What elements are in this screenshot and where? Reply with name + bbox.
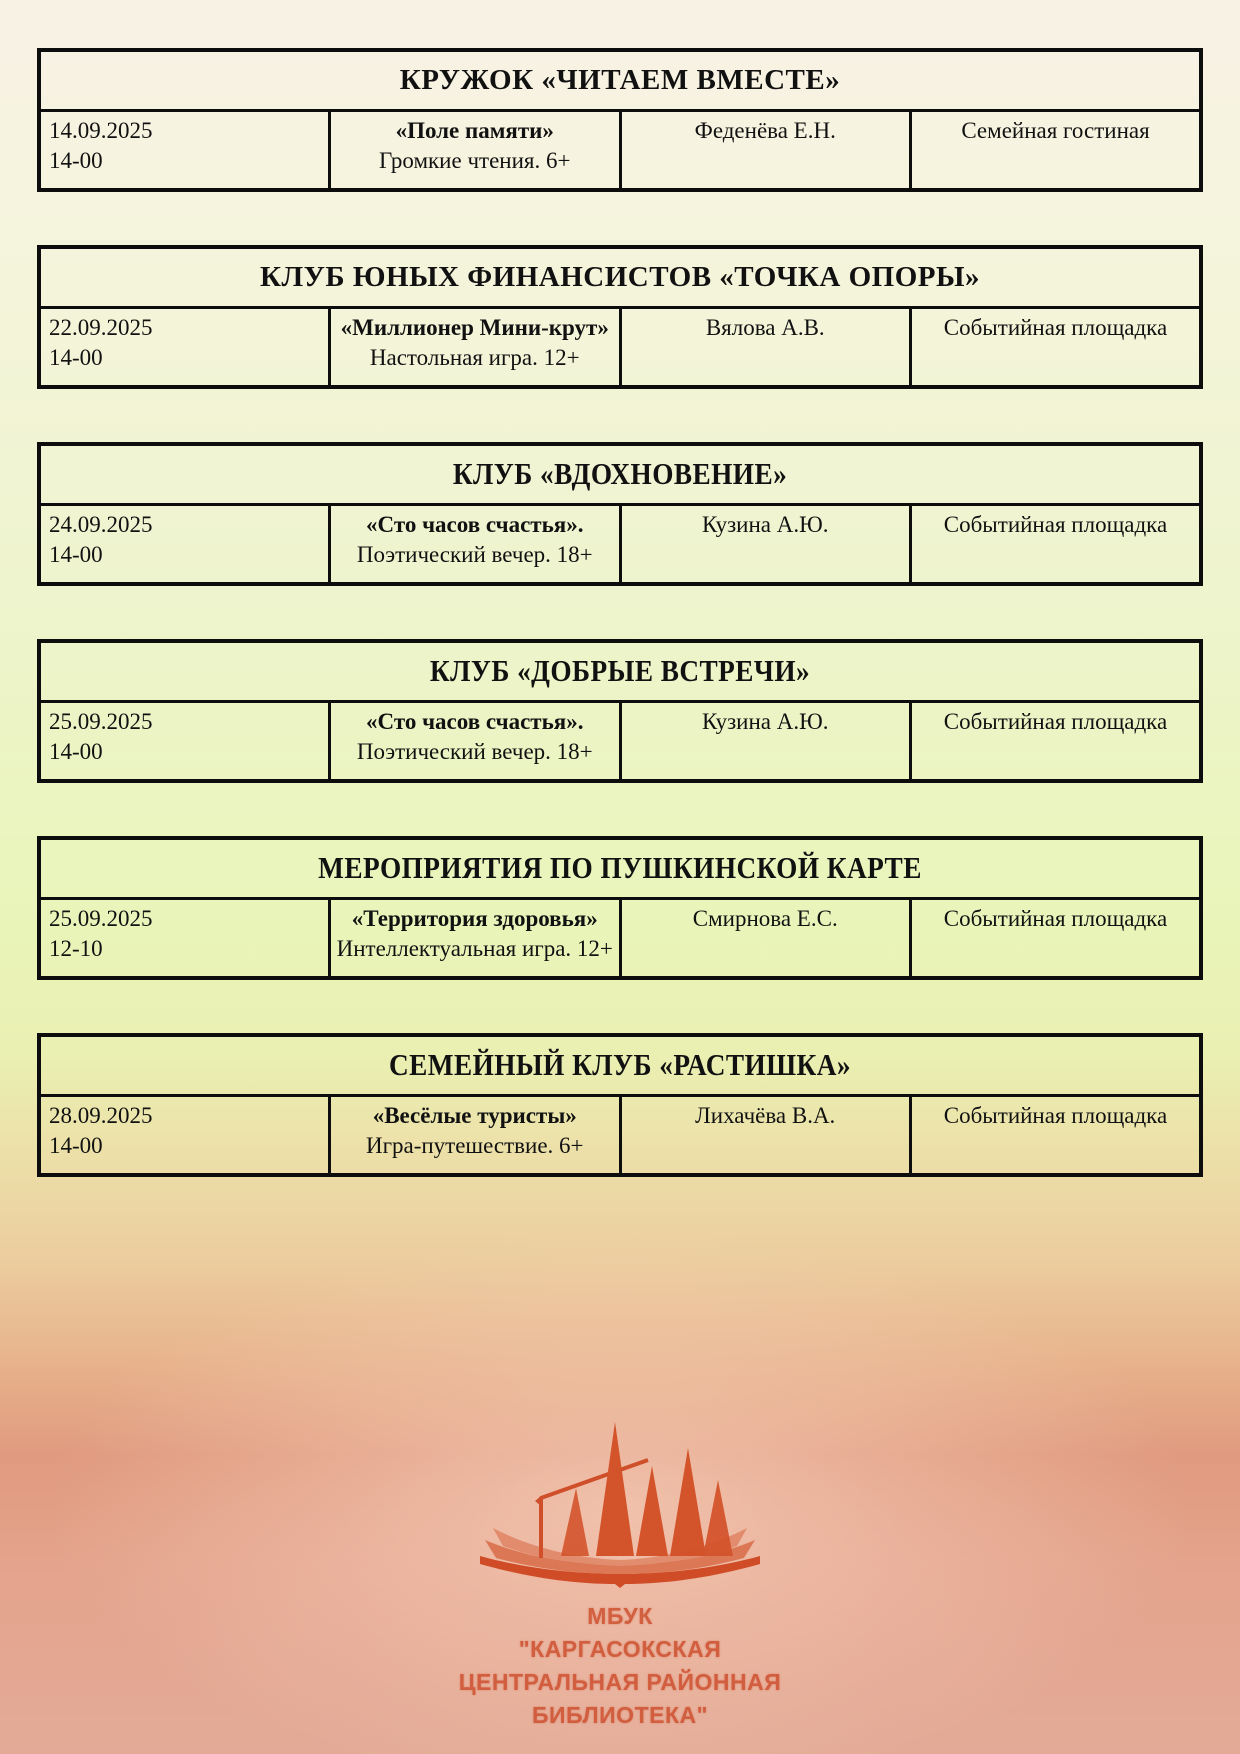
- event-title: «Сто часов счастья».: [366, 708, 584, 734]
- table-row: [39, 504, 1201, 584]
- event-datetime-cell: [39, 898, 330, 978]
- event-host: Вялова А.В.: [620, 307, 911, 387]
- event-host: Кузина А.Ю.: [620, 504, 911, 584]
- event-time: 14-00: [49, 541, 103, 567]
- table-row: [39, 701, 1201, 781]
- event-description: Громкие чтения. 6+: [379, 147, 571, 173]
- event-cell: [330, 504, 621, 584]
- event-description: Интеллектуальная игра. 12+: [336, 935, 613, 961]
- event-description: Поэтический вечер. 18+: [356, 541, 593, 567]
- table-title: СЕМЕЙНЫЙ КЛУБ «РАСТИШКА»: [109, 1035, 1132, 1095]
- event-date: 22.09.2025: [49, 314, 153, 340]
- event-datetime-cell: [39, 701, 330, 781]
- library-name-line2: "КАРГАСОКСКАЯ: [518, 1636, 722, 1662]
- event-time: 14-00: [49, 1132, 103, 1158]
- event-cell: [330, 701, 621, 781]
- table-title: МЕРОПРИЯТИЯ ПО ПУШКИНСКОЙ КАРТЕ: [109, 838, 1132, 898]
- event-description: Настольная игра. 12+: [369, 344, 580, 370]
- event-place: Событийная площадка: [911, 504, 1202, 584]
- table-row: [39, 1095, 1201, 1175]
- library-book-emblem-icon: [455, 1408, 785, 1594]
- table-row: [39, 898, 1201, 978]
- event-table-tochka-opory: [37, 245, 1203, 389]
- event-host: Лихачёва В.А.: [620, 1095, 911, 1175]
- library-name: [0, 1600, 1240, 1732]
- table-title: КРУЖОК «ЧИТАЕМ ВМЕСТЕ»: [39, 50, 1201, 110]
- event-description: Поэтический вечер. 18+: [356, 738, 593, 764]
- event-host: Смирнова Е.С.: [620, 898, 911, 978]
- library-name-line1: МБУК: [587, 1603, 653, 1629]
- event-place: Событийная площадка: [911, 701, 1202, 781]
- table-title: КЛУБ ЮНЫХ ФИНАНСИСТОВ «ТОЧКА ОПОРЫ»: [39, 247, 1201, 307]
- event-title: «Территория здоровья»: [351, 905, 598, 931]
- event-place: Семейная гостиная: [911, 110, 1202, 190]
- event-place: Событийная площадка: [911, 307, 1202, 387]
- event-date: 28.09.2025: [49, 1102, 153, 1128]
- table-title: КЛУБ «ВДОХНОВЕНИЕ»: [109, 444, 1132, 504]
- event-title: «Миллионер Мини-крут»: [340, 314, 609, 340]
- event-time: 12-10: [49, 935, 103, 961]
- event-host: Кузина А.Ю.: [620, 701, 911, 781]
- event-date: 24.09.2025: [49, 511, 153, 537]
- event-date: 25.09.2025: [49, 708, 153, 734]
- table-row: [39, 110, 1201, 190]
- event-title: «Весёлые туристы»: [372, 1102, 577, 1128]
- event-cell: [330, 110, 621, 190]
- event-table-chitaem-vmeste: [37, 48, 1203, 192]
- library-logo: [0, 1408, 1240, 1732]
- table-title: КЛУБ «ДОБРЫЕ ВСТРЕЧИ»: [109, 641, 1132, 701]
- library-name-line3: ЦЕНТРАЛЬНАЯ РАЙОННАЯ: [458, 1669, 782, 1695]
- event-title: «Сто часов счастья».: [366, 511, 584, 537]
- library-name-line4: БИБЛИОТЕКА": [531, 1702, 709, 1728]
- event-table-dobrye-vstrechi: [37, 639, 1203, 783]
- event-datetime-cell: [39, 307, 330, 387]
- event-description: Игра-путешествие. 6+: [365, 1132, 584, 1158]
- event-datetime-cell: [39, 110, 330, 190]
- event-date: 25.09.2025: [49, 905, 153, 931]
- event-table-pushkinskaya-karta: [37, 836, 1203, 980]
- event-cell: [330, 307, 621, 387]
- event-time: 14-00: [49, 147, 103, 173]
- event-table-rastishka: [37, 1033, 1203, 1177]
- event-datetime-cell: [39, 1095, 330, 1175]
- event-cell: [330, 898, 621, 978]
- event-title: «Поле памяти»: [395, 117, 554, 143]
- event-date: 14.09.2025: [49, 117, 153, 143]
- event-place: Событийная площадка: [911, 898, 1202, 978]
- event-time: 14-00: [49, 738, 103, 764]
- table-row: [39, 307, 1201, 387]
- event-host: Феденёва Е.Н.: [620, 110, 911, 190]
- event-place: Событийная площадка: [911, 1095, 1202, 1175]
- event-time: 14-00: [49, 344, 103, 370]
- event-table-vdokhnovenie: [37, 442, 1203, 586]
- event-datetime-cell: [39, 504, 330, 584]
- event-cell: [330, 1095, 621, 1175]
